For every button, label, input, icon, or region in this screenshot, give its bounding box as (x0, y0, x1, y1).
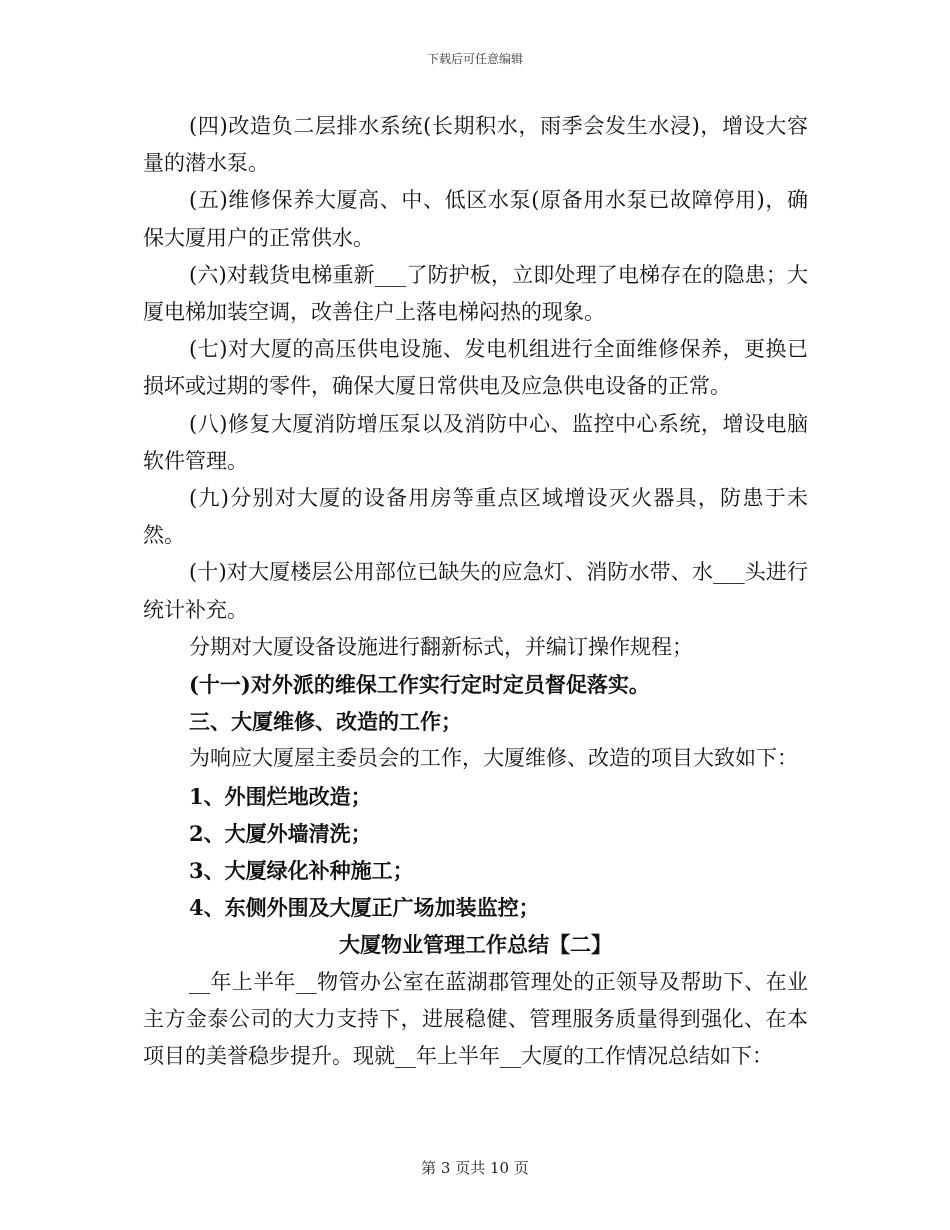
document-title: 大厦物业管理工作总结【二】 (339, 932, 612, 958)
paragraph-4: (四)改造负二层排水系统(长期积水，雨季会发生水浸)，增设大容量的潜水泵。 (143, 114, 808, 176)
paragraph-6: (六)对载货电梯重新___了防护板，立即处理了电梯存在的隐患；大厦电梯加装空调，改善住户上落电梯闷热的现象。 (143, 262, 808, 325)
list-item-1: 1、外围烂地改造； (189, 783, 372, 809)
paragraph-9: (九)分别对大厦的设备用房等重点区域增设灭火器具，防患于未然。 (143, 486, 808, 548)
paragraph-10: (十)对大厦楼层公用部位已缺失的应急灯、消防水带、水___头进行统计补充。 (143, 560, 808, 622)
page-footer: 第 3 页共 10 页 (421, 1159, 529, 1177)
page-header: 下载后可任意编辑 (426, 52, 523, 66)
paragraph-8: (八)修复大厦消防增压泵以及消防中心、监控中心系统，增设电脑软件管理。 (143, 411, 808, 473)
paragraph-5: (五)维修保养大厦高、中、低区水泵(原备用水泵已故障停用)，确保大厦用户的正常供水。 (143, 188, 808, 250)
paragraph-7: (七)对大厦的高压供电设施、发电机组进行全面维修保养，更换已损坏或过期的零件，确保大厦日常供电及应急供电设备的正常。 (143, 337, 808, 399)
document-body (143, 108, 808, 1075)
paragraph-renovation: 分期对大厦设备设施进行翻新标式，并编订操作规程； (189, 634, 693, 659)
paragraph-11: (十一)对外派的维保工作实行定时定员督促落实。 (189, 672, 650, 698)
list-item-4: 4、东侧外围及大厦正广场加装监控； (189, 895, 540, 921)
list-item-3: 3、大厦绿化补种施工； (189, 858, 414, 884)
list-item-2: 2、大厦外墙清洗； (189, 820, 372, 846)
summary-intro-paragraph: __年上半年__物管办公室在蓝湖郡管理处的正领导及帮助下、在业主方金泰公司的大力支持下，进展稳健、管理服务质量得到强化、在本项目的美誉稳步提升。现就__年上半年__大厦的工作情况总结如下： (143, 969, 808, 1069)
section-intro: 为响应大厦屋主委员会的工作，大厦维修、改造的项目大致如下： (189, 746, 798, 771)
section-heading-3: 三、大厦维修、改造的工作； (189, 709, 462, 735)
